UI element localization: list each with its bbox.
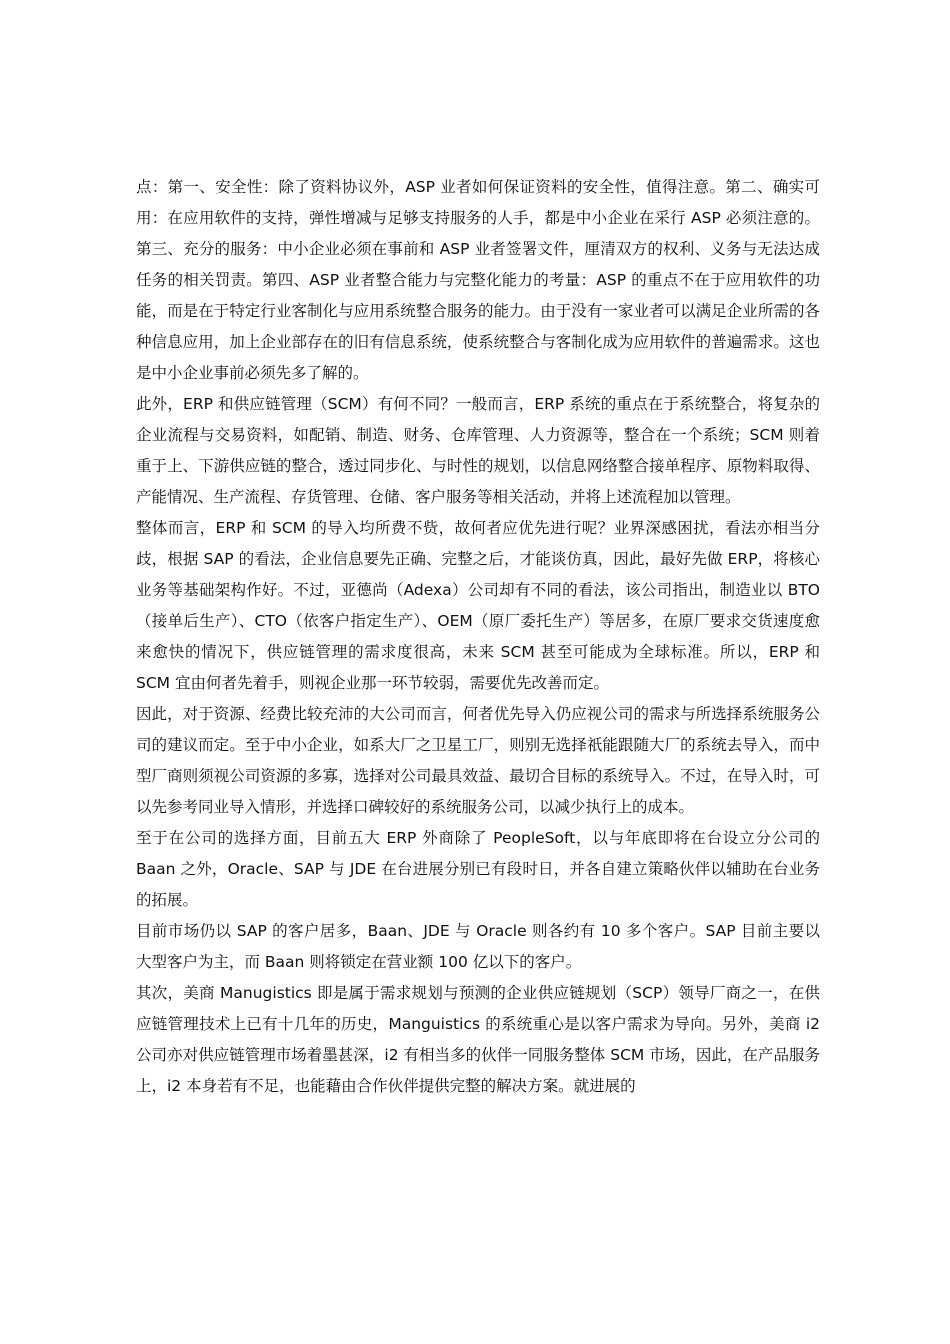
paragraph-erp-vs-scm: 此外，ERP 和供应链管理（SCM）有何不同？一般而言，ERP 系统的重点在于系统整合，将复杂的企业流程与交易资料，如配销、制造、财务、仓库管理、人力资源等，整合在一个系统；SCM 则着重于上、下游供应链的整合，透过同步化、与时性的规划，以信息网络整合接单程序、原物料取得、产能情况、生产流程、存货管理、仓储、客户服务等相关活动，并将上述流程加以管理。 [136, 395, 820, 506]
paragraph-market-share: 目前市场仍以 SAP 的客户居多，Baan、JDE 与 Oracle 则各约有 10 多个客户。SAP 目前主要以大型客户为主，而 Baan 则将锁定在营业额 100 亿以下的客户。 [136, 922, 820, 971]
document-body [136, 172, 820, 1102]
paragraph-vendor-selection: 至于在公司的选择方面，目前五大 ERP 外商除了 PeopleSoft，以与年底即将在台设立分公司的 Baan 之外，Oracle、SAP 与 JDE 在台进展分别已有段时日，并各自建立策略伙伴以辅助在台业务的拓展。 [136, 829, 820, 909]
paragraph-scm-vendors: 其次，美商 Manugistics 即是属于需求规划与预测的企业供应链规划（SCP）领导厂商之一，在供应链管理技术上已有十几年的历史，Manguistics 的系统重心是以客户需求为导向。另外，美商 i2 公司亦对供应链管理市场着墨甚深，i2 有相当多的伙伴一同服务整体 SCM 市场，因此，在产品服务上，i2 本身若有不足，也能藉由合作伙伴提供完整的解决方案。就进展的 [136, 984, 820, 1095]
paragraph-implementation-priority: 整体而言，ERP 和 SCM 的导入均所费不赀，故何者应优先进行呢？业界深感困扰，看法亦相当分歧，根据 SAP 的看法，企业信息要先正确、完整之后，才能谈仿真，因此，最好先做 ERP，将核心业务等基础架构作好。不过，亚德尚（Adexa）公司却有不同的看法，该公司指出，制造业以 BTO（接单后生产）、CTO（依客户指定生产）、OEM（原厂委托生产）等居多，在原厂要求交货速度愈来愈快的情况下，供应链管理的需求度很高，未来 SCM 甚至可能成为全球标准。所以，ERP 和 SCM 宜由何者先着手，则视企业那一环节较弱，需要优先改善而定。 [136, 519, 820, 692]
paragraph-asp-considerations: 点：第一、安全性：除了资料协议外，ASP 业者如何保证资料的安全性，值得注意。第二、确实可用：在应用软件的支持，弹性增减与足够支持服务的人手，都是中小企业在采行 ASP 必须注意的。第三、充分的服务：中小企业必须在事前和 ASP 业者签署文件，厘清双方的权利、义务与无法达成任务的相关罚责。第四、ASP 业者整合能力与完整化能力的考量：ASP 的重点不在于应用软件的功能，而是在于特定行业客制化与应用系统整合服务的能力。由于没有一家业者可以满足企业所需的各种信息应用，加上企业部存在的旧有信息系统，使系统整合与客制化成为应用软件的普遍需求。这也是中小企业事前必须先多了解的。 [136, 178, 820, 382]
paragraph-company-size: 因此，对于资源、经费比较充沛的大公司而言，何者优先导入仍应视公司的需求与所选择系统服务公司的建议而定。至于中小企业，如系大厂之卫星工厂，则别无选择祇能跟随大厂的系统去导入，而中型厂商则须视公司资源的多寡，选择对公司最具效益、最切合目标的系统导入。不过，在导入时，可以先参考同业导入情形，并选择口碑较好的系统服务公司，以减少执行上的成本。 [136, 705, 820, 816]
